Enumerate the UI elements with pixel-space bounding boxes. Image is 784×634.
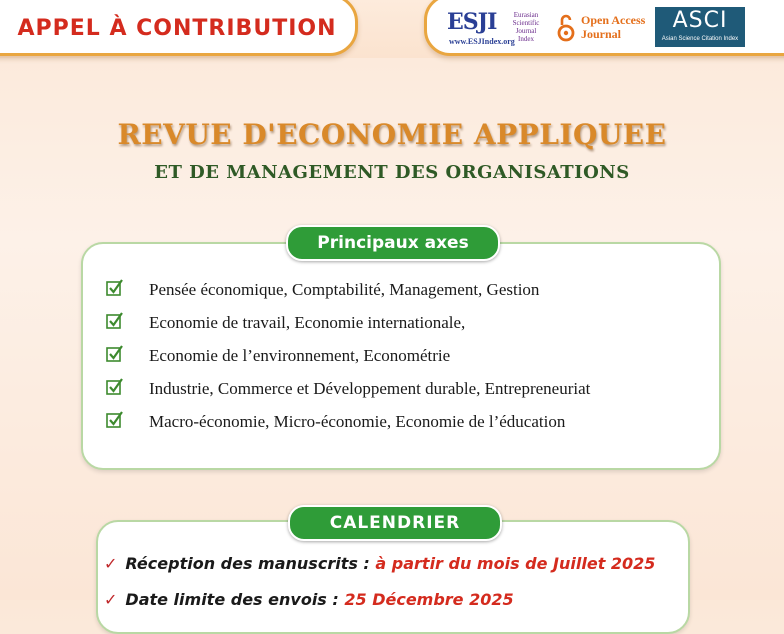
open-access-text (581, 13, 645, 41)
main-axes-list (105, 278, 705, 443)
axis-item-label: Macro-économie, Micro-économie, Economie de l’éducation (149, 412, 566, 431)
journal-subtitle: ET DE MANAGEMENT DES ORGANISATIONS (154, 162, 630, 183)
esji-logo (447, 7, 543, 51)
main-axes-heading: Principaux axes (286, 225, 500, 261)
axis-item-label: Industrie, Commerce et Développement durable, Entrepreneuriat (149, 379, 591, 398)
checkbox-checked-icon (105, 278, 125, 298)
calendar-row-value: à partir du mois de Juillet 2025 (375, 554, 656, 573)
calendar-row-label: Réception des manuscrits : (125, 554, 376, 573)
axis-item (105, 410, 705, 443)
checkbox-checked-icon (105, 311, 125, 331)
journal-title: REVUE D'ECONOMIE APPLIQUEE (117, 118, 667, 151)
axis-item (105, 344, 705, 377)
asci-logo (655, 7, 745, 47)
checkbox-checked-icon (105, 377, 125, 397)
indexing-logos-strip (424, 0, 784, 56)
open-access-line-1: Open Access (581, 13, 646, 27)
calendar-row-value: 25 Décembre 2025 (344, 590, 514, 609)
esji-logo-url: www.ESJIndex.org (449, 37, 515, 46)
calendar-row (104, 554, 655, 573)
open-access-lock-icon (557, 13, 575, 43)
check-mark-icon: ✓ (104, 590, 118, 609)
call-for-papers-label: APPEL À CONTRIBUTION (17, 15, 337, 41)
calendar-row-label: Date limite des envois : (125, 590, 345, 609)
asci-logo-subtitle: Asian Science Citation Index (661, 36, 739, 42)
esji-logo-mark: ESJI (447, 9, 497, 35)
open-access-logo (557, 11, 667, 47)
axis-item (105, 377, 705, 410)
axis-item-label: Economie de l’environnement, Econométrie (149, 346, 451, 365)
checkbox-checked-icon (105, 410, 125, 430)
axis-item (105, 311, 705, 344)
calendar-heading: CALENDRIER (288, 505, 502, 541)
checkbox-checked-icon (105, 344, 125, 364)
axis-item (105, 278, 705, 311)
axis-item-label: Pensée économique, Comptabilité, Management, Gestion (149, 280, 540, 299)
call-for-papers-banner (0, 0, 358, 56)
check-mark-icon: ✓ (104, 554, 118, 573)
asci-logo-mark: ASCI (672, 8, 728, 33)
axis-item-label: Economie de travail, Economie internationale, (149, 313, 466, 332)
esji-logo-side-text: Eurasian Scientific Journal Index (512, 11, 540, 43)
open-access-line-2: Journal (581, 27, 622, 41)
